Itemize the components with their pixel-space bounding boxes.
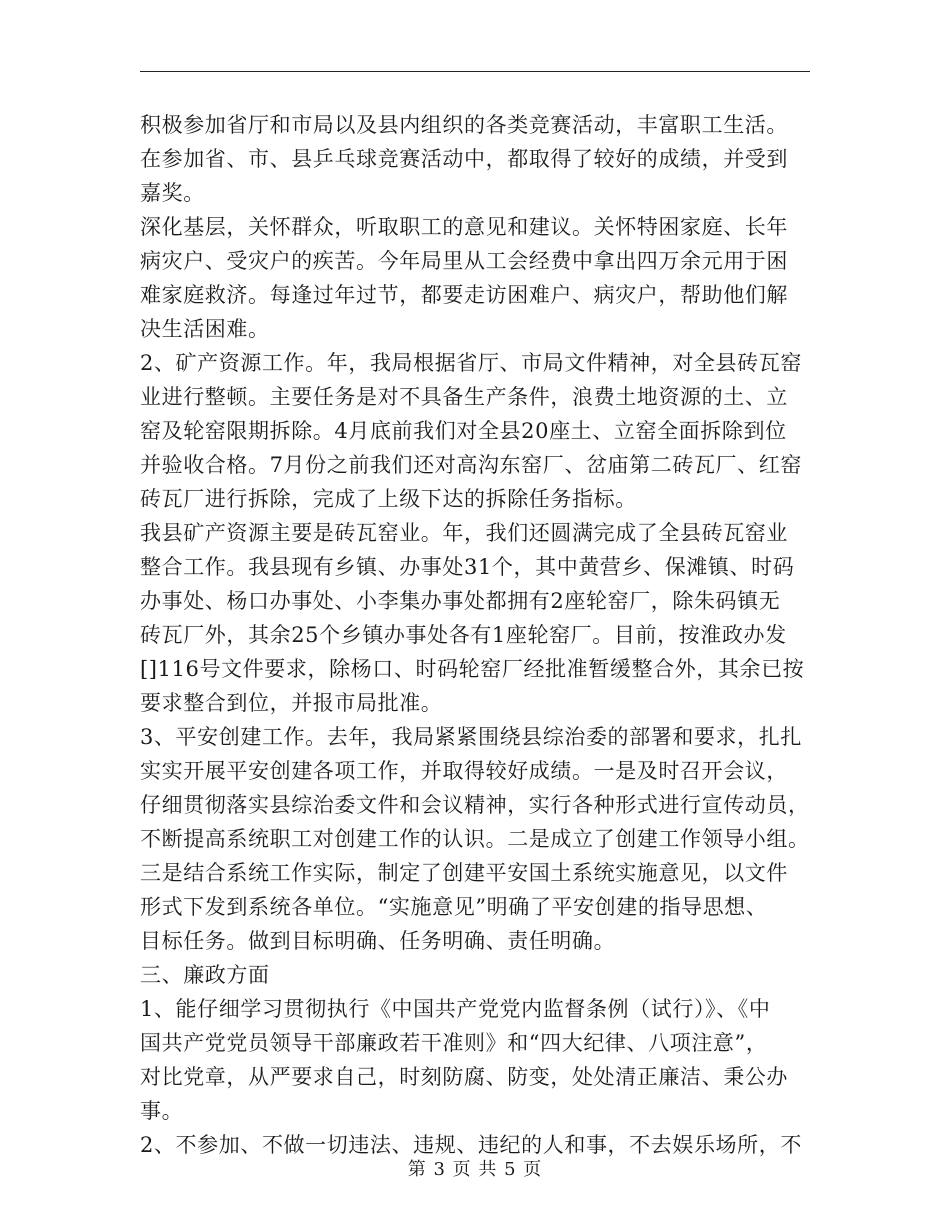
text-line: 病灾户、受灾户的疾苦。今年局里从工会经费中拿出四万余元用于困	[140, 249, 788, 273]
text-line: 2、矿产资源工作。年，我局根据省厅、市局文件精神，对全县砖瓦窑	[140, 351, 802, 375]
text-line: 难家庭救济。每逢过年过节，都要走访困难户、病灾户，帮助他们解	[140, 283, 788, 307]
text-line: 决生活困难。	[140, 317, 270, 341]
text-line: 三是结合系统工作实际，制定了创建平安国土系统实施意见，以文件	[140, 861, 788, 885]
text-line: 形式下发到系统各单位。“实施意见”明确了平安创建的指导思想、	[140, 895, 768, 919]
text-line: 嘉奖。	[140, 181, 205, 205]
text-line: 整合工作。我县现有乡镇、办事处31个，其中黄营乡、保滩镇、时码	[140, 555, 795, 579]
text-line: 实实开展平安创建各项工作，并取得较好成绩。一是及时召开会议，	[140, 759, 788, 783]
page-number: 第 3 页 共 5 页	[407, 1159, 543, 1180]
text-line: 并验收合格。7月份之前我们还对高沟东窑厂、岔庙第二砖瓦厂、红窑	[140, 453, 802, 477]
text-line: 不断提高系统职工对创建工作的认识。二是成立了创建工作领导小组。	[140, 827, 810, 851]
header-rule	[140, 71, 810, 72]
text-line: 窑及轮窑限期拆除。4月底前我们对全县20座土、立窑全面拆除到位	[140, 419, 787, 443]
text-line: 办事处、杨口办事处、小李集办事处都拥有2座轮窑厂，除朱码镇无	[140, 589, 781, 613]
text-line: 在参加省、市、县乒乓球竞赛活动中，都取得了较好的成绩，并受到	[140, 147, 788, 171]
text-line: 事。	[140, 1099, 184, 1123]
section-heading: 三、廉政方面	[140, 963, 270, 987]
text-line: 积极参加省厅和市局以及县内组织的各类竞赛活动，丰富职工生活。	[140, 113, 788, 137]
text-line: 砖瓦厂外，其余25个乡镇办事处各有1座轮窑厂。目前，按淮政办发	[140, 623, 787, 647]
text-line: 我县矿产资源主要是砖瓦窑业。年，我们还圆满完成了全县砖瓦窑业	[140, 521, 788, 545]
text-line: 业进行整顿。主要任务是对不具备生产条件，浪费土地资源的土、立	[140, 385, 788, 409]
text-line: 砖瓦厂进行拆除，完成了上级下达的拆除任务指标。	[140, 487, 637, 511]
text-line: []116号文件要求，除杨口、时码轮窑厂经批准暂缓整合外，其余已按	[140, 657, 805, 681]
text-line: 目标任务。做到目标明确、任务明确、责任明确。	[140, 929, 616, 953]
text-line: 对比党章，从严要求自己，时刻防腐、防变，处处清正廉洁、秉公办	[140, 1065, 788, 1089]
text-line: 1、能仔细学习贯彻执行《中国共产党党内监督条例（试行）》、《中	[140, 997, 771, 1021]
document-body	[140, 108, 808, 1162]
text-line: 仔细贯彻落实县综治委文件和会议精神，实行各种形式进行宣传动员，	[140, 793, 810, 817]
text-line: 2、不参加、不做一切违法、违规、违纪的人和事，不去娱乐场所，不	[140, 1133, 802, 1157]
text-line: 3、平安创建工作。去年，我局紧紧围绕县综治委的部署和要求，扎扎	[140, 725, 802, 749]
text-line: 国共产党党员领导干部廉政若干准则》和“四大纪律、八项注意”，	[140, 1031, 768, 1055]
text-line: 要求整合到位，并报市局批准。	[140, 691, 443, 715]
text-line: 深化基层，关怀群众，听取职工的意见和建议。关怀特困家庭、长年	[140, 215, 788, 239]
